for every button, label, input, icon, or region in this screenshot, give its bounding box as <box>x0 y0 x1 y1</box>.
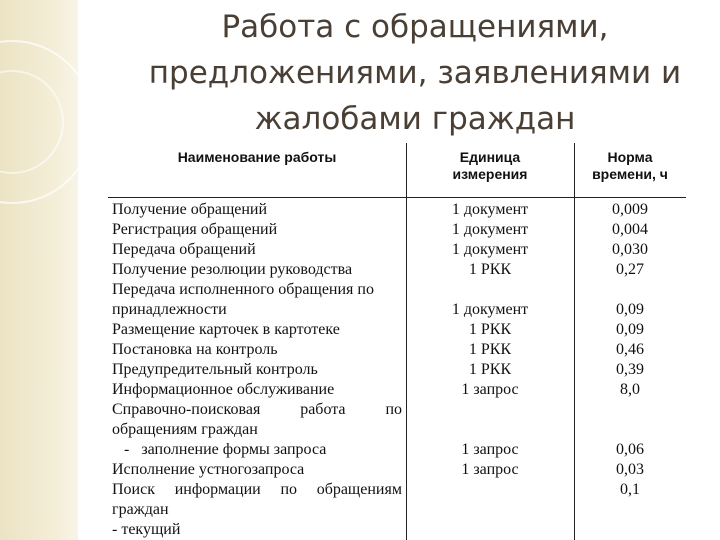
row-unit: 1 документ <box>451 201 529 218</box>
table-row <box>108 400 686 420</box>
table-row <box>108 480 686 500</box>
title-line-3: жалобами граждан <box>254 101 576 137</box>
decorative-side-band <box>0 0 78 540</box>
header-norm <box>574 149 686 183</box>
table-row <box>108 300 686 320</box>
row-norm: 0,06 <box>616 441 644 458</box>
row-name: Постановка на контроль <box>112 341 278 358</box>
table-row <box>108 440 686 460</box>
title-line-1: Работа с обращениями, <box>221 9 609 45</box>
table-row <box>108 420 686 440</box>
row-unit: 1 РКК <box>468 361 512 378</box>
row-name: обращениям граждан <box>112 421 258 438</box>
row-name: - текущий <box>112 521 181 538</box>
row-name-word: работа <box>300 401 346 418</box>
row-name-word: обращениям <box>316 481 402 498</box>
header-unit-line-1: Единица <box>459 149 521 165</box>
row-norm: 0,030 <box>612 241 648 258</box>
title-line-2: предложениями, заявлениями и <box>148 55 682 91</box>
header-norm-line-2: времени, ч <box>592 166 668 182</box>
table-row <box>108 520 686 540</box>
slide-title <box>110 4 720 142</box>
row-name: Получение резолюции руководства <box>112 261 353 278</box>
row-name: - заполнение формы запроса <box>112 441 327 458</box>
row-norm: 0,004 <box>612 221 648 238</box>
row-unit: 1 запрос <box>461 381 519 398</box>
table-row <box>108 500 686 520</box>
table-row <box>108 240 686 260</box>
row-unit: 1 документ <box>451 241 529 258</box>
row-name: Получение обращений <box>112 201 268 218</box>
row-name-word: Поиск <box>112 481 155 498</box>
row-name: Размещение карточек в картотеке <box>112 321 340 338</box>
row-name <box>112 400 402 420</box>
row-name: Информационное обслуживание <box>112 381 335 398</box>
row-name-word: Справочно-поисковая <box>112 401 261 418</box>
row-norm: 0,46 <box>616 341 644 358</box>
row-unit: 1 документ <box>451 221 529 238</box>
row-name: принадлежности <box>112 301 227 318</box>
row-norm: 0,09 <box>616 321 644 338</box>
row-name: Передача обращений <box>112 241 256 258</box>
row-norm: 0,03 <box>616 461 644 478</box>
row-name: Исполнение устногозапроса <box>112 461 305 478</box>
row-unit: 1 РКК <box>468 341 512 358</box>
header-unit <box>406 149 574 183</box>
norms-table <box>108 143 686 540</box>
row-name-word: по <box>280 481 297 498</box>
row-name: Передача исполненного обращения по <box>112 281 374 298</box>
row-unit: 1 РКК <box>468 261 512 278</box>
header-unit-line-2: измерения <box>452 166 528 182</box>
table-row <box>108 280 686 300</box>
row-norm: 0,1 <box>620 481 640 498</box>
table-row <box>108 340 686 360</box>
row-norm: 0,27 <box>616 261 644 278</box>
row-unit: 1 РКК <box>468 321 512 338</box>
row-norm: 0,09 <box>616 301 644 318</box>
table-row <box>108 260 686 280</box>
row-unit: 1 запрос <box>461 441 519 458</box>
row-name: Предупредительный контроль <box>112 361 318 378</box>
table-row <box>108 380 686 400</box>
table-row <box>108 220 686 240</box>
row-unit: 1 документ <box>451 301 529 318</box>
row-norm: 0,009 <box>612 201 648 218</box>
row-name-word: информации <box>174 481 261 498</box>
row-name-word: по <box>385 401 402 418</box>
header-divider <box>108 197 686 198</box>
row-unit: 1 запрос <box>461 461 519 478</box>
row-name: Регистрация обращений <box>112 221 278 238</box>
header-name: Наименование работы <box>177 149 337 165</box>
table-row <box>108 320 686 340</box>
table-row <box>108 360 686 380</box>
row-norm: 8,0 <box>620 381 640 398</box>
table-row <box>108 460 686 480</box>
table-row <box>108 200 686 220</box>
header-norm-line-1: Норма <box>607 149 653 165</box>
row-name <box>112 480 402 500</box>
row-norm: 0,39 <box>616 361 644 378</box>
row-name: граждан <box>112 501 169 518</box>
